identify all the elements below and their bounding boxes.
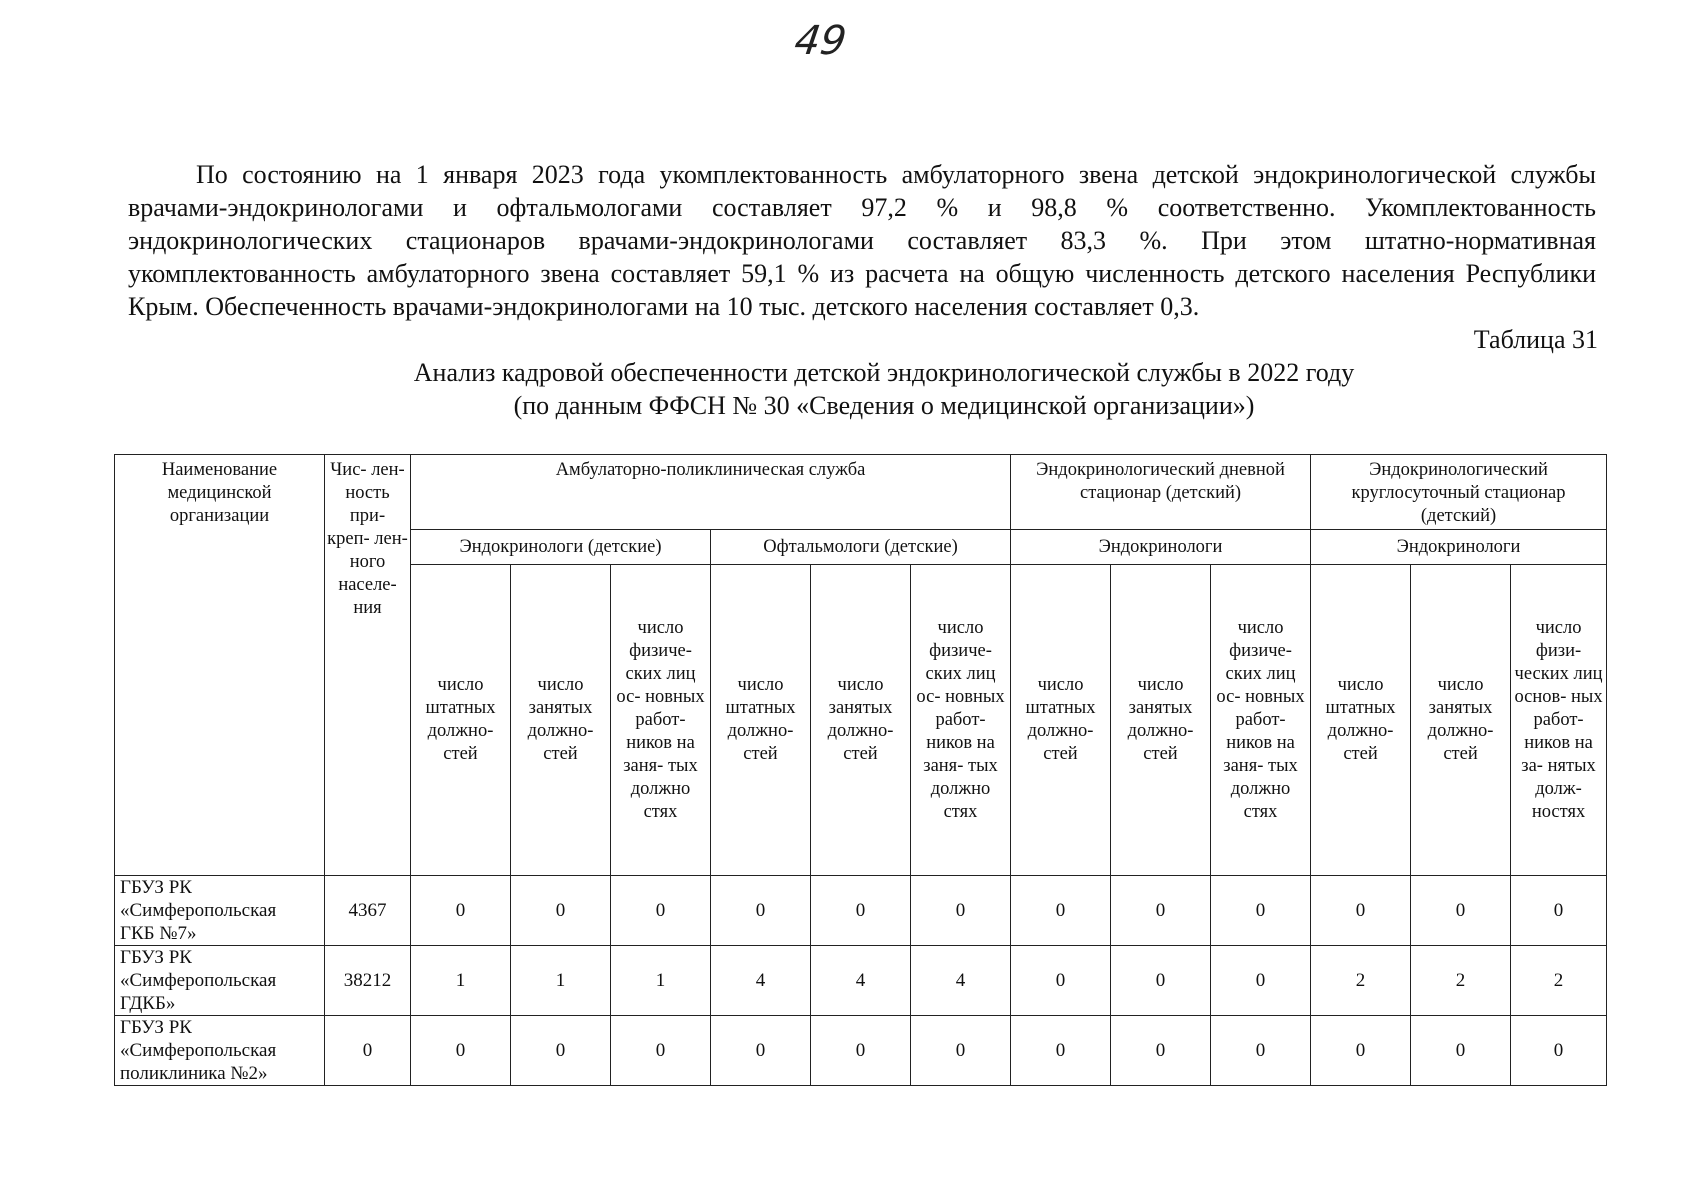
header-endo-day: Эндокринологи (1011, 530, 1311, 565)
org-name-line: «Симферопольская (120, 970, 277, 991)
header-staff-positions: число штатных должно- стей (711, 565, 811, 876)
cell-value: 2 (1311, 946, 1411, 1016)
cell-value: 0 (1211, 876, 1311, 946)
caption-line-2: (по данным ФФСН № 30 «Сведения о медицинской организации») (513, 391, 1255, 420)
cell-value: 1 (511, 946, 611, 1016)
cell-value: 0 (1011, 946, 1111, 1016)
cell-value: 0 (1011, 1016, 1111, 1086)
header-physical-persons-last: число физи- ческих лиц основ- ных работ- ников на за- нятых долж- ностях (1511, 565, 1607, 876)
cell-value: 0 (1111, 1016, 1211, 1086)
cell-value: 1 (411, 946, 511, 1016)
cell-value: 0 (511, 1016, 611, 1086)
cell-org-name (115, 946, 325, 1016)
cell-value: 0 (1411, 876, 1511, 946)
org-name-line: «Симферопольская (120, 900, 277, 921)
intro-paragraph: По состоянию на 1 января 2023 года укомплектованность амбулаторного звена детской эндокринологической службы врачами-эндокринологами и офтальмологами составляет 97,2 % и 98,8 % соответственно. Укомплектованность эндокринологических стационаров врачами-эндокринологами составляет 83,3 %. При этом штатно-нормативная укомплектованность амбулаторного звена составляет 59,1 % из расчета на общую численность детского населения Республики Крым. Обеспеченность врачами-эндокринологами на 10 тыс. детского населения составляет 0,3. (128, 160, 1596, 321)
header-staff-positions: число штатных должно- стей (1311, 565, 1411, 876)
cell-value: 0 (411, 1016, 511, 1086)
cell-value: 0 (611, 1016, 711, 1086)
cell-value: 0 (911, 876, 1011, 946)
table-row (115, 1016, 1607, 1086)
header-population: Чис- лен- ность при- креп- лен- ного населе- ния (325, 455, 411, 876)
cell-population: 38212 (325, 946, 411, 1016)
cell-value: 2 (1411, 946, 1511, 1016)
cell-value: 0 (1311, 876, 1411, 946)
header-occupied-positions: число занятых должно- стей (1111, 565, 1211, 876)
cell-value: 2 (1511, 946, 1607, 1016)
cell-value: 0 (611, 876, 711, 946)
cell-value: 4 (711, 946, 811, 1016)
header-physical-persons: число физиче- ских лиц ос- новных работ- ников на заня- тых должно стях (911, 565, 1011, 876)
table-body (115, 876, 1607, 1086)
org-name-line: ГКБ №7» (120, 923, 197, 944)
cell-value: 1 (611, 946, 711, 1016)
org-name-line: ГДКБ» (120, 993, 176, 1014)
cell-population: 4367 (325, 876, 411, 946)
cell-value: 0 (1411, 1016, 1511, 1086)
header-occupied-positions: число занятых должно- стей (811, 565, 911, 876)
cell-value: 0 (1111, 946, 1211, 1016)
header-endo-round: Эндокринологи (1311, 530, 1607, 565)
header-physical-persons: число физиче- ских лиц ос- новных работ- ников на заня- тых должно стях (611, 565, 711, 876)
caption-line-1: Анализ кадровой обеспеченности детской эндокринологической службы в 2022 году (413, 358, 1355, 387)
cell-org-name (115, 1016, 325, 1086)
header-round-hospital: Эндокринологический круглосуточный стационар (детский) (1311, 455, 1607, 530)
cell-value: 0 (1011, 876, 1111, 946)
header-staff-positions: число штатных должно- стей (1011, 565, 1111, 876)
cell-value: 4 (911, 946, 1011, 1016)
org-name-line: ГБУЗ РК (120, 877, 192, 898)
cell-value: 0 (1111, 876, 1211, 946)
staffing-table (114, 454, 1607, 1086)
cell-value: 0 (1211, 1016, 1311, 1086)
header-staff-positions: число штатных должно- стей (411, 565, 511, 876)
header-occupied-positions: число занятых должно- стей (511, 565, 611, 876)
cell-value: 0 (711, 1016, 811, 1086)
org-name-line: «Симферопольская (120, 1040, 277, 1061)
cell-value: 0 (1211, 946, 1311, 1016)
cell-org-name (115, 876, 325, 946)
cell-value: 0 (1511, 1016, 1607, 1086)
table-number: Таблица 31 (1473, 325, 1598, 354)
cell-value: 0 (411, 876, 511, 946)
header-day-hospital: Эндокринологический дневной стационар (детский) (1011, 455, 1311, 530)
header-physical-persons: число физиче- ских лиц ос- новных работ- ников на заня- тых должно стях (1211, 565, 1311, 876)
org-name-line: ГБУЗ РК (120, 1017, 192, 1038)
table-row (115, 876, 1607, 946)
org-name-line: ГБУЗ РК (120, 947, 192, 968)
cell-value: 0 (911, 1016, 1011, 1086)
cell-value: 0 (811, 876, 911, 946)
cell-value: 0 (1311, 1016, 1411, 1086)
cell-value: 4 (811, 946, 911, 1016)
header-occupied-positions: число занятых должно- стей (1411, 565, 1511, 876)
cell-value: 0 (511, 876, 611, 946)
cell-value: 0 (711, 876, 811, 946)
cell-value: 0 (1511, 876, 1607, 946)
page-number: 49 (791, 18, 850, 64)
cell-population: 0 (325, 1016, 411, 1086)
org-name-line: поликлиника №2» (120, 1063, 268, 1084)
cell-value: 0 (811, 1016, 911, 1086)
header-ambulatory: Амбулаторно-поликлиническая служба (411, 455, 1011, 530)
table-caption (128, 356, 1640, 422)
header-endo-children: Эндокринологи (детские) (411, 530, 711, 565)
table-row (115, 946, 1607, 1016)
header-org: Наименование медицинской организации (115, 455, 325, 876)
header-ophth-children: Офтальмологи (детские) (711, 530, 1011, 565)
